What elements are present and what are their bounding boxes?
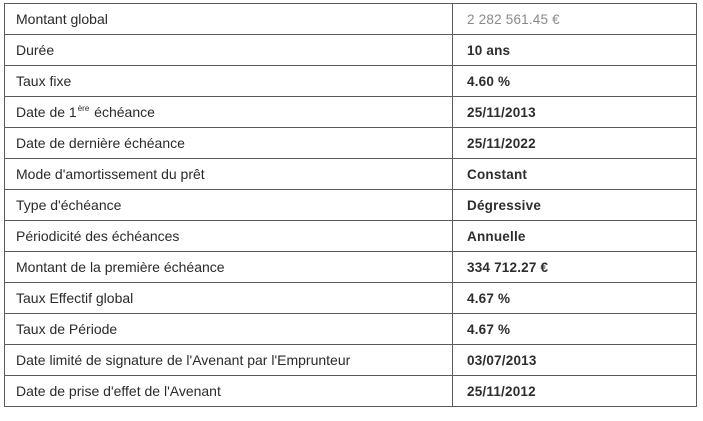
row-label: Date de prise d'effet de l'Avenant	[5, 376, 453, 407]
row-value: 4.60 %	[453, 66, 697, 97]
row-label: Taux Effectif global	[5, 283, 453, 314]
row-label: Montant global	[5, 4, 453, 35]
row-label: Périodicité des échéances	[5, 221, 453, 252]
table-row-taux-effectif-global	[5, 283, 697, 314]
row-label: Date limité de signature de l'Avenant par l'Emprunteur	[5, 345, 453, 376]
row-label: Taux de Période	[5, 314, 453, 345]
row-value: 25/11/2013	[453, 97, 697, 128]
table-row-derniere-echeance	[5, 128, 697, 159]
row-value: Annuelle	[453, 221, 697, 252]
row-value: 03/07/2013	[453, 345, 697, 376]
row-label: Durée	[5, 35, 453, 66]
table-row-duree	[5, 35, 697, 66]
row-value: 25/11/2012	[453, 376, 697, 407]
row-label: Date de dernière échéance	[5, 128, 453, 159]
table-row-mode-amortissement	[5, 159, 697, 190]
row-value: 4.67 %	[453, 283, 697, 314]
label-superscript: ère	[77, 104, 90, 113]
table-row-montant-premiere-echeance	[5, 252, 697, 283]
label-prefix: Date de 1	[16, 104, 77, 120]
row-label: Taux fixe	[5, 66, 453, 97]
row-value: 2 282 561.45 €	[453, 4, 697, 35]
table-row-premiere-echeance	[5, 97, 697, 128]
row-label: Montant de la première échéance	[5, 252, 453, 283]
table-row-periodicite	[5, 221, 697, 252]
table-row-type-echeance	[5, 190, 697, 221]
row-label: Mode d'amortissement du prêt	[5, 159, 453, 190]
loan-terms-table	[4, 3, 697, 407]
row-value: Constant	[453, 159, 697, 190]
table-row-taux-periode	[5, 314, 697, 345]
table-row-date-prise-effet	[5, 376, 697, 407]
row-value: 4.67 %	[453, 314, 697, 345]
row-label: Type d'échéance	[5, 190, 453, 221]
row-value: 25/11/2022	[453, 128, 697, 159]
row-label	[5, 97, 453, 128]
row-value: 334 712.27 €	[453, 252, 697, 283]
table-row-date-limite-signature	[5, 345, 697, 376]
label-suffix: échéance	[90, 104, 155, 120]
table-row-montant-global	[5, 4, 697, 35]
table-row-taux-fixe	[5, 66, 697, 97]
row-value: Dégressive	[453, 190, 697, 221]
row-value: 10 ans	[453, 35, 697, 66]
